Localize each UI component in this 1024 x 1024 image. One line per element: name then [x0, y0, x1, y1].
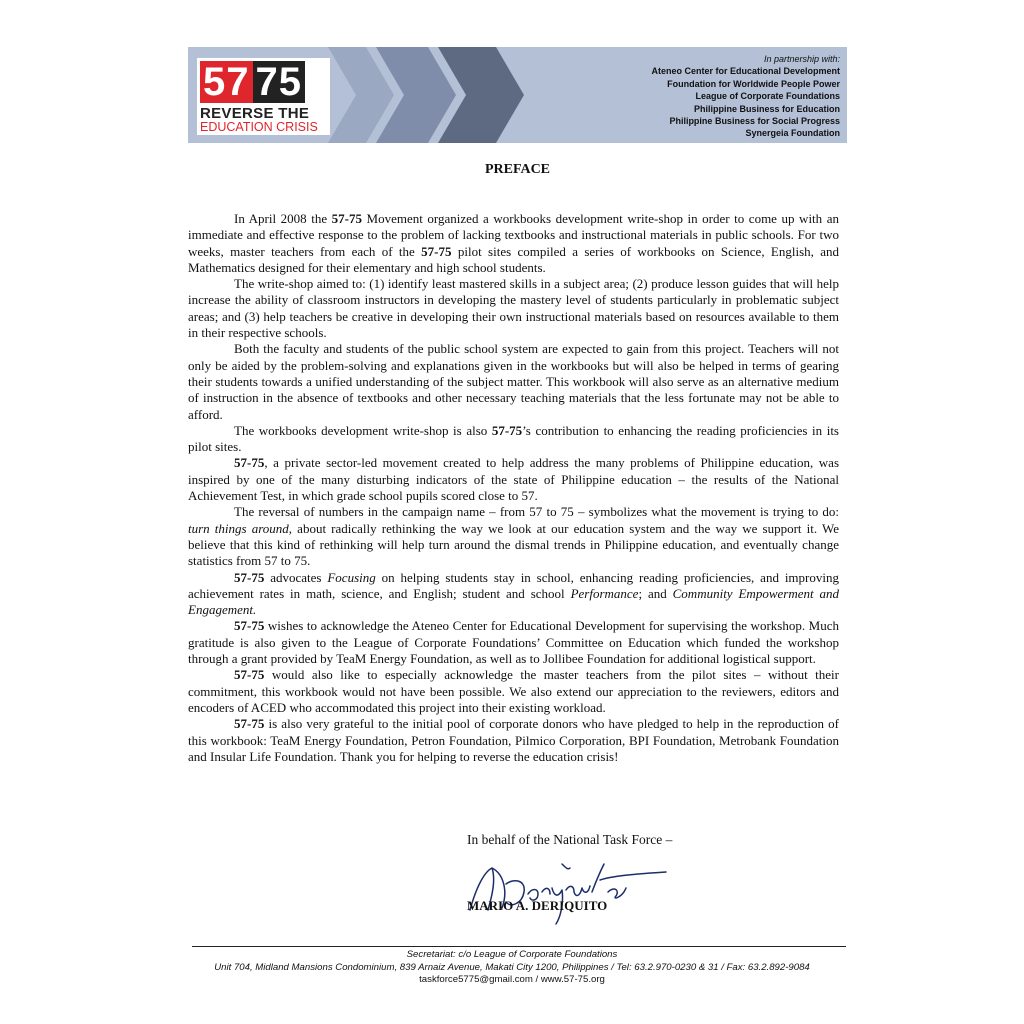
chevron-arrows-graphic	[328, 47, 568, 143]
partner-org: Foundation for Worldwide People Power	[667, 78, 840, 89]
emphasis-bold: 57-75	[491, 422, 523, 438]
partners-list	[651, 53, 840, 140]
emphasis-bold: 57-75	[234, 716, 265, 732]
text-run: is also very grateful to the initial pool of corporate donors who have pledged to help in the reproduction of this workbook: TeaM Energy Foundation, Petron Foundation, Pilmico Corporation, BPI Foundation, Metrobank Foundation and Insular Life Foundation. Thank you for helping to reverse the education crisis!	[188, 716, 839, 764]
partner-org: Synergeia Foundation	[745, 128, 840, 139]
preface-paragraph	[188, 341, 839, 422]
signer-name: MARIO A. DERIQUITO	[467, 898, 608, 913]
preface-paragraph	[188, 211, 839, 276]
text-run: , a private sector-led movement created to help address the many problems of Philippine education, was inspired by one of the many disturbing indicators of the state of Philippine education – the results of the National Achievement Test, in which grade school pupils scored close to 57.	[188, 455, 839, 504]
preface-paragraph	[188, 455, 839, 504]
logo-number-75: 75	[253, 61, 306, 103]
preface-paragraph	[188, 570, 839, 619]
partner-org: League of Corporate Foundations	[695, 91, 840, 102]
text-run: In April 2008 the	[234, 211, 332, 226]
signature-graphic	[462, 858, 672, 928]
text-run: The workbooks development write-shop is also	[234, 422, 492, 438]
logo-tagline-2: EDUCATION CRISIS	[200, 120, 318, 134]
preface-paragraph	[188, 504, 839, 569]
logo-number	[200, 61, 305, 103]
header-banner	[188, 47, 847, 143]
preface-paragraph	[188, 716, 839, 765]
preface-paragraph	[188, 423, 839, 456]
emphasis-bold: 57-75	[234, 667, 265, 683]
text-run: wishes to acknowledge the Ateneo Center for Educational Development for supervising the workshop. Much gratitude is also given to the League of Corporate Foundations’ Committee on Education which funded the workshop through a grant provided by TeaM Energy Foundation, as well as to Jollibee Foundation for additional logistical support.	[188, 618, 839, 667]
footer-secretariat: Secretariat: c/o League of Corporate Foundations	[406, 949, 618, 960]
text-run: on helping students stay in school, enhancing reading proficiencies, and improving achievement rates in math, science, and English; student and school	[188, 569, 839, 601]
text-run: The write-shop aimed to: (1) identify least mastered skills in a subject area; (2) produce lesson guides that will help increase the ability of classroom instructors in developing the mastery level of students particularly in problematic subject areas; and (3) help teachers be creative in developing their own instructional materials based on resources available to them in their respective schools.	[188, 276, 839, 341]
preface-paragraph	[188, 618, 839, 667]
footer-contact: taskforce5775@gmail.com / www.57-75.org	[419, 974, 605, 985]
partner-org: Philippine Business for Social Progress	[669, 116, 840, 127]
logo-tagline-1: REVERSE THE	[200, 105, 310, 122]
preface-paragraph	[188, 276, 839, 341]
footer	[150, 949, 874, 987]
text-run: ’s contribution to enhancing the reading proficiencies in its pilot sites.	[188, 422, 839, 455]
text-run: Movement organized a workbooks development write-shop in order to come up with an immediate and effective response to the problem of lacking textbooks and instructional materials in public schools. For two weeks, master teachers from each of the	[188, 211, 839, 259]
text-run: advocates	[264, 569, 328, 585]
text-run: pilot sites compiled a series of workbooks on Science, English, and Mathematics designed for their elementary and high school students.	[188, 243, 840, 275]
chevron-arrow-1	[328, 47, 394, 143]
emphasis-italic: Focusing	[327, 569, 376, 585]
emphasis-bold: 57-75	[234, 618, 265, 634]
footer-address: Unit 704, Midland Mansions Condominium, 839 Arnaiz Avenue, Makati City 1200, Philippines / Tel: 63.2.970-0230 & 31 / Fax: 63.2.892-9084	[214, 961, 810, 973]
partner-org: Ateneo Center for Educational Development	[651, 66, 840, 77]
emphasis-italic: Performance	[570, 585, 639, 601]
emphasis-bold: 57-75	[234, 455, 265, 471]
partner-org: Philippine Business for Education	[693, 103, 840, 114]
partners-intro: In partnership with:	[763, 54, 840, 64]
closing-line: In behalf of the National Task Force –	[467, 832, 673, 847]
text-run: Both the faculty and students of the public school system are expected to gain from this project. Teachers will not only be aided by the problem-solving and explanations given in the workbooks but will also be helped in terms of gearing their students towards a unified understanding of the subject matter. This workbook will also serve as an alternative medium of instruction in the absence of textbooks and other necessary teaching materials that the less fortunate may not be able to afford.	[188, 341, 839, 422]
text-run: The reversal of numbers in the campaign name – from 57 to 75 – symbolizes what the movement is trying to do:	[234, 504, 839, 520]
text-run: ; and	[638, 585, 673, 601]
preface-paragraph	[188, 667, 839, 716]
preface-body	[188, 211, 839, 765]
text-run: would also like to especially acknowledge the master teachers from the pilot sites – without their commitment, this workbook would not have been possible. We also extend our appreciation to the reviewers, editors and encoders of ACED who accommodated this project into their existing workload.	[188, 667, 839, 715]
emphasis-bold: 57-75	[421, 243, 452, 259]
page-title: PREFACE	[484, 162, 551, 177]
emphasis-italic: Community Empowerment and Engagement.	[188, 585, 839, 618]
text-run: , about radically rethinking the way we look at our education system and the way we support it. We believe that this kind of rethinking will help turn around the dismal trends in Philippine education, and eventually change statistics from 57 to 75.	[188, 520, 840, 569]
emphasis-italic: turn things around	[188, 520, 289, 536]
footer-divider	[192, 946, 846, 947]
emphasis-bold: 57-75	[331, 211, 362, 226]
emphasis-bold: 57-75	[234, 569, 265, 585]
logo-number-57: 57	[200, 61, 253, 103]
logo	[197, 58, 330, 135]
